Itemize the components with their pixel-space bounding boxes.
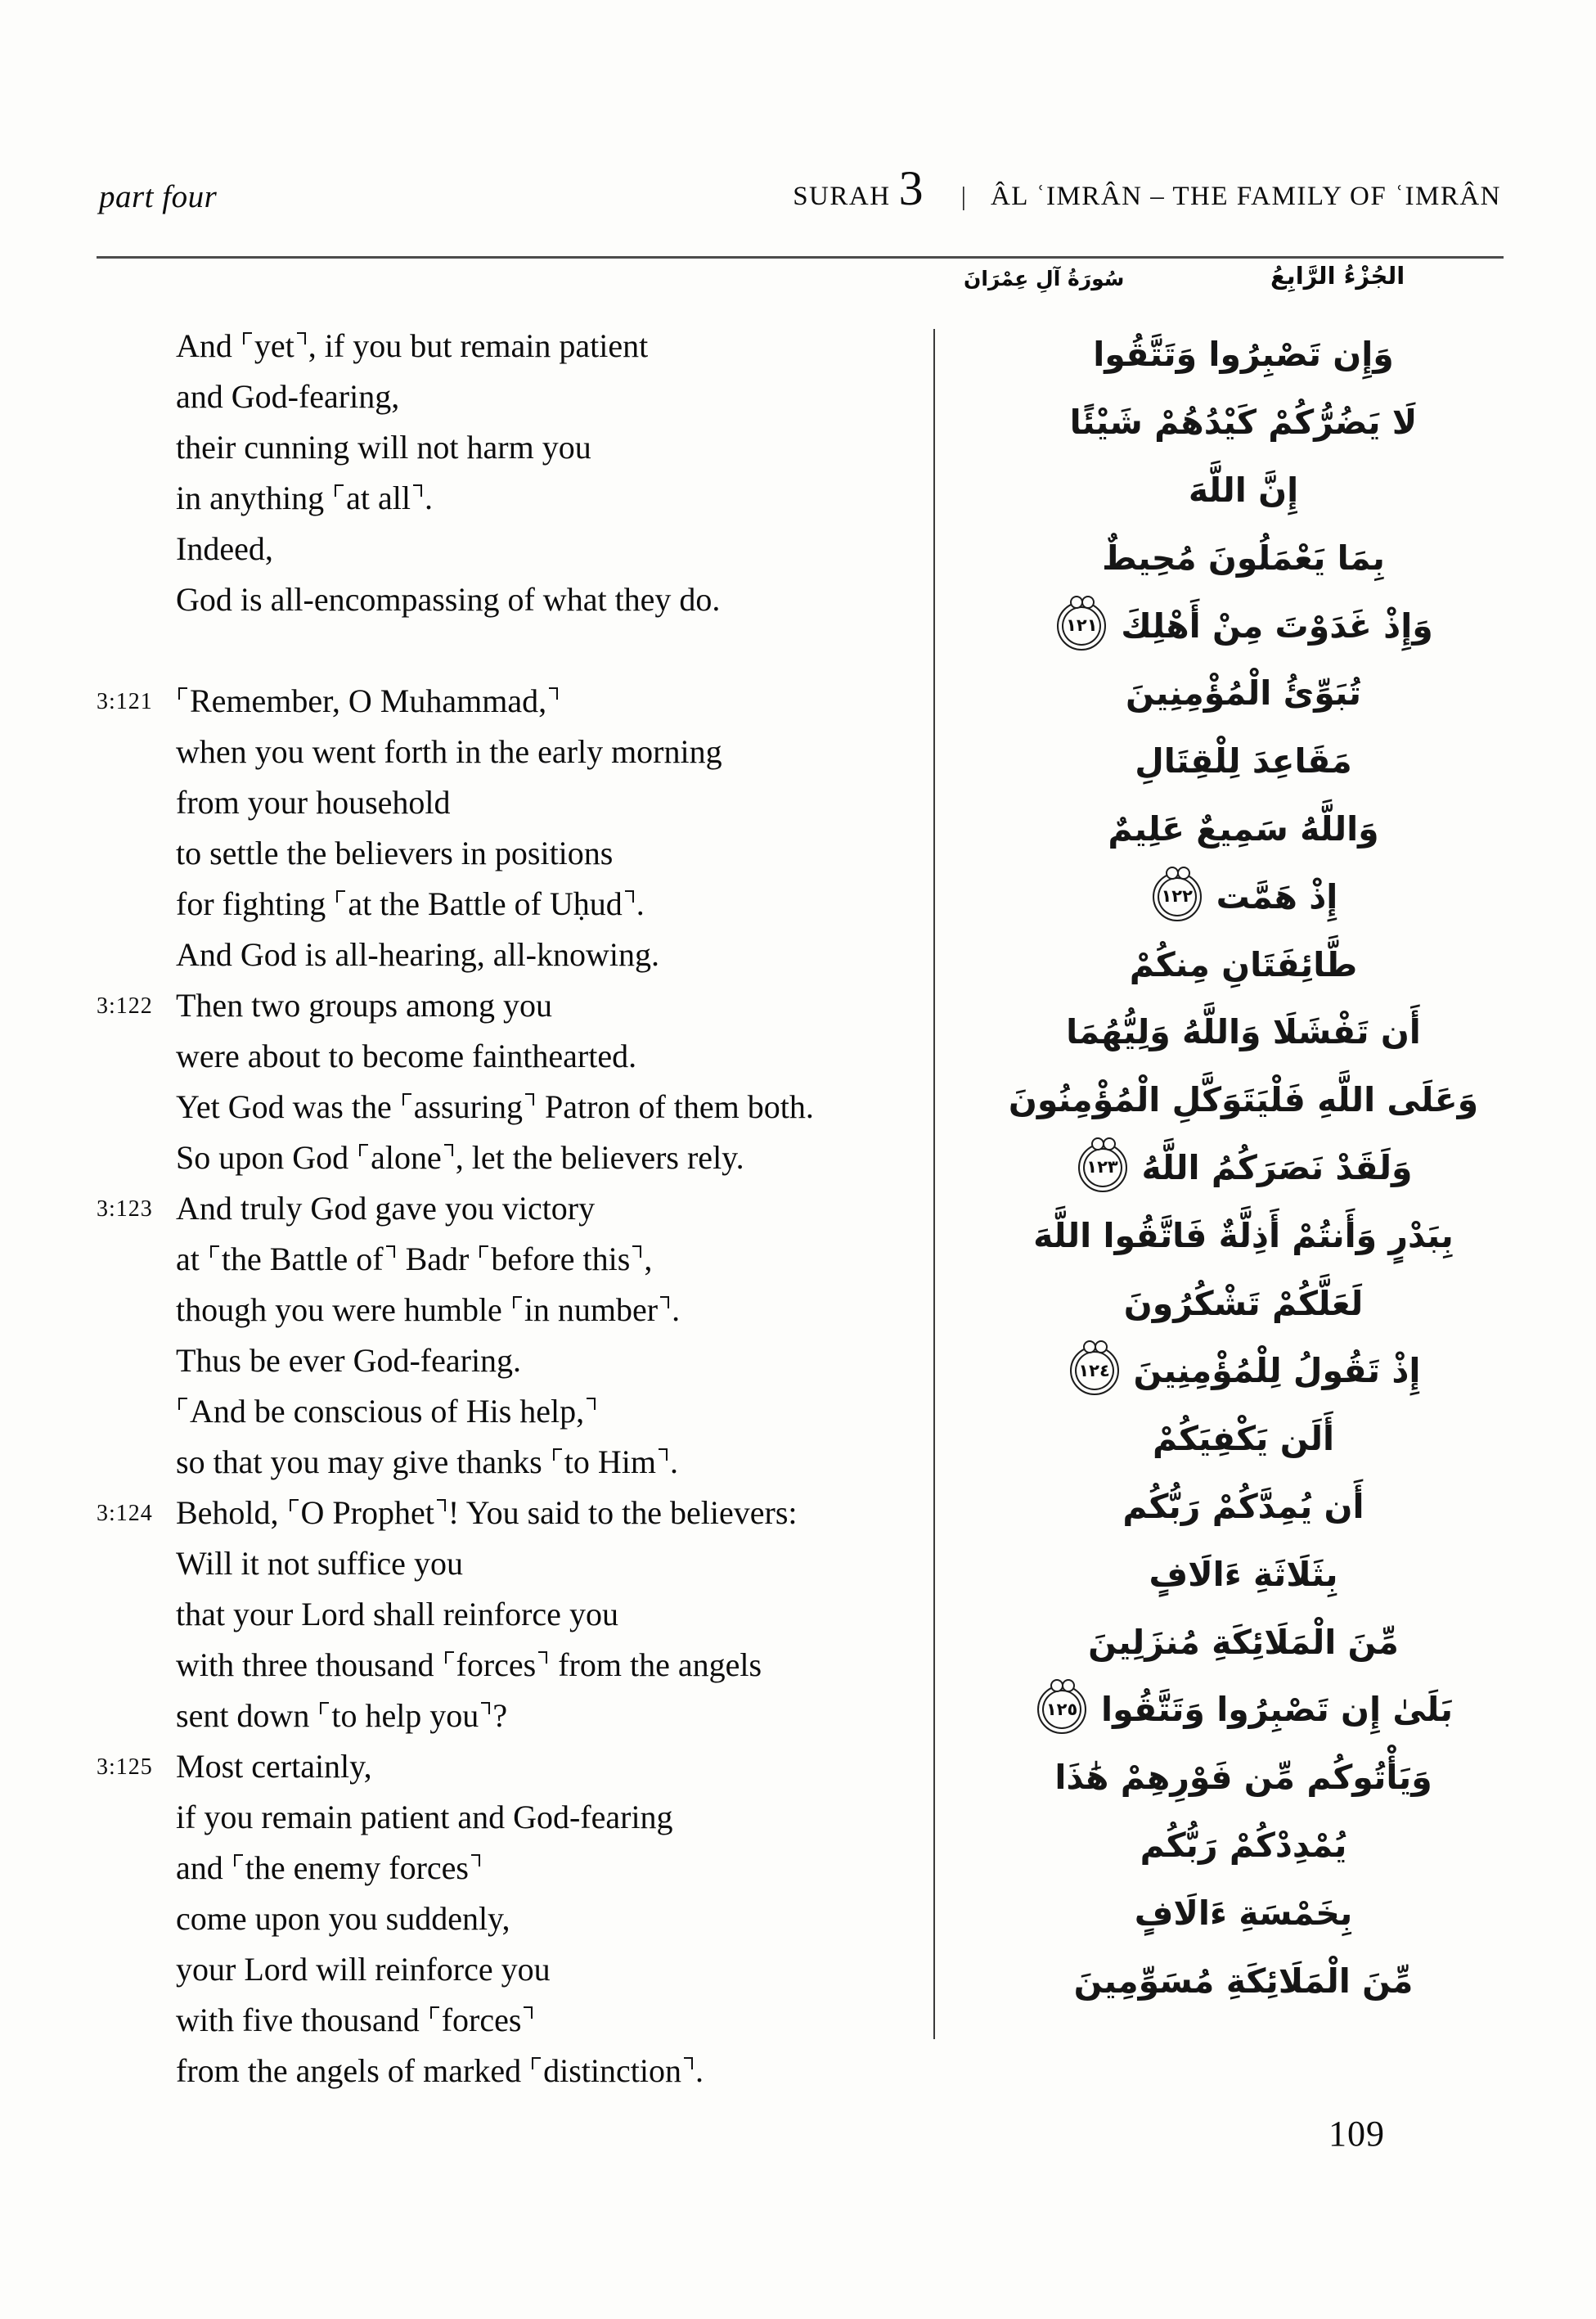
half-bracket-open-icon [243,332,252,344]
verse-ref: 3:121 [97,689,153,714]
english-line [97,1183,961,1234]
english-text: though you were humble in number . [176,1291,681,1328]
english-line [176,1843,961,1893]
english-text: Indeed, [176,530,273,567]
half-bracket-open-icon [513,1296,522,1308]
english-text: And be conscious of His help, [176,1393,598,1430]
arabic-line [957,930,1530,998]
english-text: come upon you suddenly, [176,1900,510,1937]
arabic-text: إِذْ تَقُولُ لِلْمُؤْمِنِينَ [1133,1351,1421,1391]
header-separator: | [960,181,966,210]
half-bracket-open-icon [359,1144,368,1156]
half-bracket-close-icon [386,1245,395,1258]
english-text: And truly God gave you victory [176,1190,596,1227]
english-text: and God-fearing, [176,378,400,415]
verse-ref: 3:125 [97,1754,153,1780]
english-text: your Lord will reinforce you [176,1951,551,1988]
arabic-text: طَّائِفَتَانِ مِنكُمْ [1129,944,1358,984]
english-line [176,828,961,879]
half-bracket-close-icon [413,484,422,497]
arabic-text: بِخَمْسَةِ ءَالَافٍ [1134,1893,1353,1933]
english-line [176,1285,961,1335]
page-number: 109 [1329,2114,1385,2154]
english-text: And God is all-hearing, all-knowing. [176,936,659,973]
english-text: from your household [176,784,451,821]
half-bracket-open-icon [210,1245,219,1258]
english-line [97,980,961,1031]
half-bracket-open-icon [479,1245,488,1258]
arabic-text: مِّنَ الْمَلَائِكَةِ مُسَوِّمِينَ [1073,1961,1414,2001]
english-text: Then two groups among you [176,987,552,1024]
half-bracket-close-icon [444,1144,453,1156]
english-text: Yet God was the assuring Patron of them both. [176,1088,814,1125]
arabic-line [957,1269,1530,1337]
english-line [97,1741,961,1792]
verse-number-arabic: ١٢٤ [1078,1360,1110,1380]
arabic-text: بِمَا يَعْمَلُونَ مُحِيطٌ [1102,538,1385,578]
english-text: Thus be ever God-fearing. [176,1342,522,1379]
arabic-text: بِبَدْرٍ وَأَنتُمْ أَذِلَّةٌ فَاتَّقُوا اللَّهَ [1033,1215,1454,1255]
english-line [176,777,961,828]
arabic-line [957,1608,1530,1676]
half-bracket-close-icon [538,1651,547,1664]
arabic-text: أَن يُمِدَّكُمْ رَبُّكُم [1122,1486,1364,1526]
half-bracket-open-icon [178,1398,187,1410]
english-line [176,1995,961,2046]
verse-end-medallion-icon [1078,1143,1127,1192]
arabic-text: وَيَأْتُوكُم مِّن فَوْرِهِمْ هَٰذَا [1054,1758,1432,1798]
english-line [176,524,961,574]
arabic-text: مِّنَ الْمَلَائِكَةِ مُنزَلِينَ [1088,1622,1399,1662]
english-line [176,1538,961,1589]
verse-end-medallion-icon [1037,1685,1086,1734]
english-text: for fighting at the Battle of Uḥud . [176,885,645,922]
arabic-text: وَلَقَدْ نَصَرَكُمُ اللَّهُ [1141,1147,1413,1187]
arabic-line [957,862,1530,930]
arabic-line [957,1473,1530,1541]
half-bracket-close-icon [481,1702,490,1714]
english-text: at the Battle of Badr before this , [176,1241,653,1277]
half-bracket-close-icon [587,1398,596,1410]
arabic-line [957,795,1530,863]
arabic-line [957,321,1530,389]
surah-number: 3 [898,161,924,215]
arabic-line [957,727,1530,795]
half-bracket-open-icon [234,1854,243,1866]
half-bracket-open-icon [336,890,345,903]
arabic-line [957,389,1530,457]
arabic-line [957,1405,1530,1473]
english-text: if you remain patient and God-fearing [176,1799,673,1835]
half-bracket-close-icon [684,2057,693,2069]
verse-number-arabic: ١٢٢ [1161,886,1193,907]
english-line [176,1893,961,1944]
english-text: when you went forth in the early morning [176,733,722,770]
arabic-text: مَقَاعِدَ لِلْقِتَالِ [1135,741,1352,781]
english-text: And yet , if you but remain patient [176,327,649,364]
arabic-text: تُبَوِّئُ الْمُؤْمِنِينَ [1125,673,1362,714]
english-line [176,473,961,524]
part-label: part four [99,179,218,214]
arabic-juz-label: الجُزْءُ الرَّابِعُ [1270,262,1405,290]
verse-number-arabic: ١٢٣ [1086,1157,1118,1178]
half-bracket-close-icon [437,1499,446,1511]
english-text: Remember, O Muhammad, [176,682,560,719]
arabic-line [957,1066,1530,1134]
arabic-text: وَعَلَى اللَّهِ فَلْيَتَوَكَّلِ الْمُؤْمِنُونَ [1008,1080,1479,1120]
english-text: their cunning will not harm you [176,429,591,466]
english-text: Will it not suffice you [176,1545,463,1582]
arabic-text: إِذْ هَمَّت [1216,876,1338,916]
arabic-line [957,1947,1530,2015]
half-bracket-close-icon [549,687,558,700]
english-line [97,1488,961,1538]
verse-number-arabic: ١٢١ [1066,615,1098,636]
verse-end-medallion-icon [1057,601,1106,651]
arabic-line [957,660,1530,727]
surah-header [793,160,1501,217]
english-text: sent down to help you ? [176,1697,508,1734]
arabic-text: لَا يَضُرُّكُمْ كَيْدُهُمْ شَيْئًا [1069,403,1418,443]
half-bracket-close-icon [632,1245,641,1258]
english-text: were about to become fainthearted. [176,1038,637,1074]
arabic-line [957,1337,1530,1405]
arabic-line [957,1744,1530,1812]
header-rule [97,256,1504,259]
english-line [176,1792,961,1843]
arabic-line [957,524,1530,592]
english-line [176,930,961,980]
arabic-line [957,1201,1530,1269]
english-line [176,1335,961,1386]
arabic-text: وَاللَّهُ سَمِيعٌ عَلِيمٌ [1108,808,1379,849]
arabic-text: بِثَلَاثَةِ ءَالَافٍ [1149,1554,1338,1594]
english-column [97,321,961,2096]
english-line [176,422,961,473]
arabic-line [957,1134,1530,1202]
half-bracket-close-icon [660,1296,669,1308]
arabic-text: أَن تَفْشَلَا وَاللَّهُ وَلِيُّهُمَا [1066,1012,1421,1052]
verse-end-medallion-icon [1153,872,1202,921]
english-line [176,1437,961,1488]
column-divider [933,329,935,2039]
verse-ref: 3:122 [97,993,153,1019]
arabic-line [957,1812,1530,1880]
arabic-text: لَعَلَّكُمْ تَشْكُرُونَ [1123,1283,1364,1323]
english-text: from the angels of marked distinction . [176,2052,704,2089]
arabic-text: بَلَىٰ إِن تَصْبِرُوا وَتَتَّقُوا [1101,1690,1453,1730]
english-line [176,1640,961,1691]
half-bracket-close-icon [524,2006,533,2019]
half-bracket-open-icon [532,2057,541,2069]
arabic-line [957,998,1530,1066]
english-line [176,2046,961,2096]
half-bracket-open-icon [178,687,187,700]
verse-ref: 3:123 [97,1196,153,1222]
english-text: So upon God alone , let the believers rely. [176,1139,744,1176]
english-line [176,727,961,777]
english-line [176,1234,961,1285]
half-bracket-close-icon [625,890,634,903]
english-line [176,371,961,422]
english-line [176,879,961,930]
half-bracket-close-icon [525,1093,534,1105]
verse-number-arabic: ١٢٥ [1045,1699,1078,1719]
arabic-line [957,592,1530,660]
verse-ref: 3:124 [97,1501,153,1526]
english-line [176,1691,961,1741]
english-line [176,574,961,625]
arabic-line [957,1676,1530,1744]
verse-end-medallion-icon [1070,1346,1119,1395]
english-line [176,1386,961,1437]
half-bracket-open-icon [553,1448,562,1461]
english-line [176,321,961,371]
half-bracket-close-icon [659,1448,668,1461]
half-bracket-open-icon [320,1702,329,1714]
english-text: that your Lord shall reinforce you [176,1596,618,1632]
arabic-text: إِنَّ اللَّهَ [1188,470,1299,510]
english-text: God is all-encompassing of what they do. [176,581,721,618]
surah-title: ÂL ʿIMRÂN – THE FAMILY OF ʿIMRÂN [990,182,1501,211]
arabic-text: وَإِن تَصْبِرُوا وَتَتَّقُوا [1093,335,1394,375]
half-bracket-open-icon [430,2006,439,2019]
half-bracket-close-icon [471,1854,480,1866]
english-line [176,1031,961,1082]
english-line [176,1944,961,1995]
english-text: with three thousand forces from the angels [176,1646,762,1683]
half-bracket-open-icon [445,1651,454,1664]
english-text: Most certainly, [176,1748,372,1785]
english-text: so that you may give thanks to Him . [176,1443,678,1480]
half-bracket-open-icon [402,1093,411,1105]
english-line [176,1082,961,1132]
arabic-text: أَلَن يَكْفِيَكُمْ [1152,1419,1335,1459]
english-line [176,1132,961,1183]
arabic-line [957,457,1530,525]
english-line [176,1589,961,1640]
english-text: in anything at all . [176,480,433,516]
english-text: Behold, O Prophet ! You said to the believers: [176,1494,798,1531]
surah-word: SURAH [793,182,891,211]
half-bracket-close-icon [297,332,306,344]
half-bracket-open-icon [335,484,344,497]
half-bracket-open-icon [290,1499,299,1511]
english-text: with five thousand forces [176,2002,535,2038]
arabic-surah-cartouche: سُورَةُ آلِ عِمْرَانَ [964,267,1125,290]
arabic-line [957,1540,1530,1608]
arabic-text: يُمْدِدْكُمْ رَبُّكُم [1140,1825,1347,1865]
english-text: to settle the believers in positions [176,835,614,871]
arabic-text: وَإِذْ غَدَوْتَ مِنْ أَهْلِكَ [1121,606,1433,646]
english-text: and the enemy forces [176,1849,483,1886]
arabic-line [957,1879,1530,1947]
english-line [97,676,961,727]
arabic-column [957,321,1530,2015]
